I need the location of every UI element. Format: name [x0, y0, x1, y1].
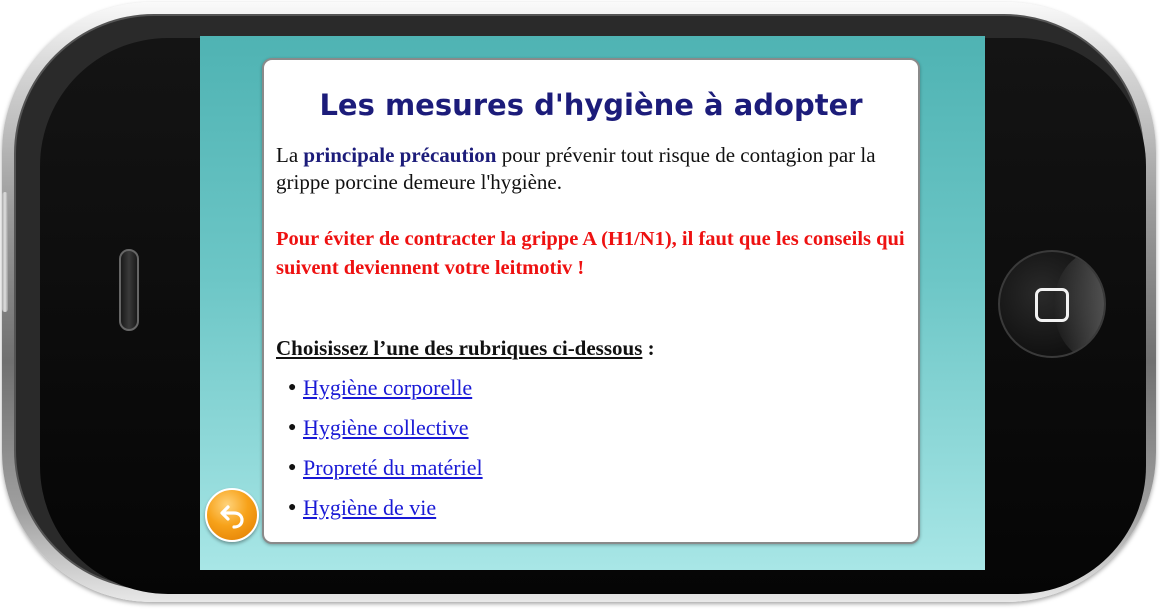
link-hygiene-corporelle[interactable]: Hygiène corporelle	[303, 375, 473, 400]
home-button[interactable]	[998, 250, 1106, 358]
list-item	[288, 448, 483, 488]
choose-heading	[276, 336, 655, 361]
list-item	[288, 488, 483, 528]
topic-list	[288, 368, 483, 528]
intro-emphasis: principale précaution	[303, 143, 497, 167]
intro-suffix: pour prévenir tout risque de contagion par la grippe porcine demeure l'hygiène.	[276, 143, 876, 194]
bullet-icon: ●	[288, 500, 297, 515]
bullet-icon: ●	[288, 420, 297, 435]
link-hygiene-de-vie[interactable]: Hygiène de vie	[303, 495, 437, 520]
warning-text: Pour éviter de contracter la grippe A (H1/N1), il faut que les conseils qui suivent deviennent votre leitmotiv !	[276, 228, 905, 279]
bullet-icon: ●	[288, 460, 297, 475]
page-title: Les mesures d'hygiène à adopter	[319, 88, 863, 122]
back-arrow-icon	[218, 501, 248, 531]
list-item	[288, 408, 483, 448]
bullet-icon: ●	[288, 380, 297, 395]
home-square-icon	[1035, 288, 1069, 322]
choose-suffix: :	[642, 336, 655, 360]
speaker-grille	[119, 249, 139, 331]
screen	[200, 36, 985, 570]
list-item	[288, 368, 483, 408]
link-hygiene-collective[interactable]: Hygiène collective	[303, 415, 469, 440]
link-proprete-materiel[interactable]: Propreté du matériel	[303, 455, 483, 480]
intro-paragraph	[276, 142, 916, 196]
phone-side-button	[2, 192, 8, 312]
intro-prefix: La	[276, 143, 304, 167]
content-card	[262, 58, 920, 544]
back-button[interactable]	[205, 488, 259, 542]
choose-label: Choisissez l’une des rubriques ci-dessous	[276, 336, 643, 360]
